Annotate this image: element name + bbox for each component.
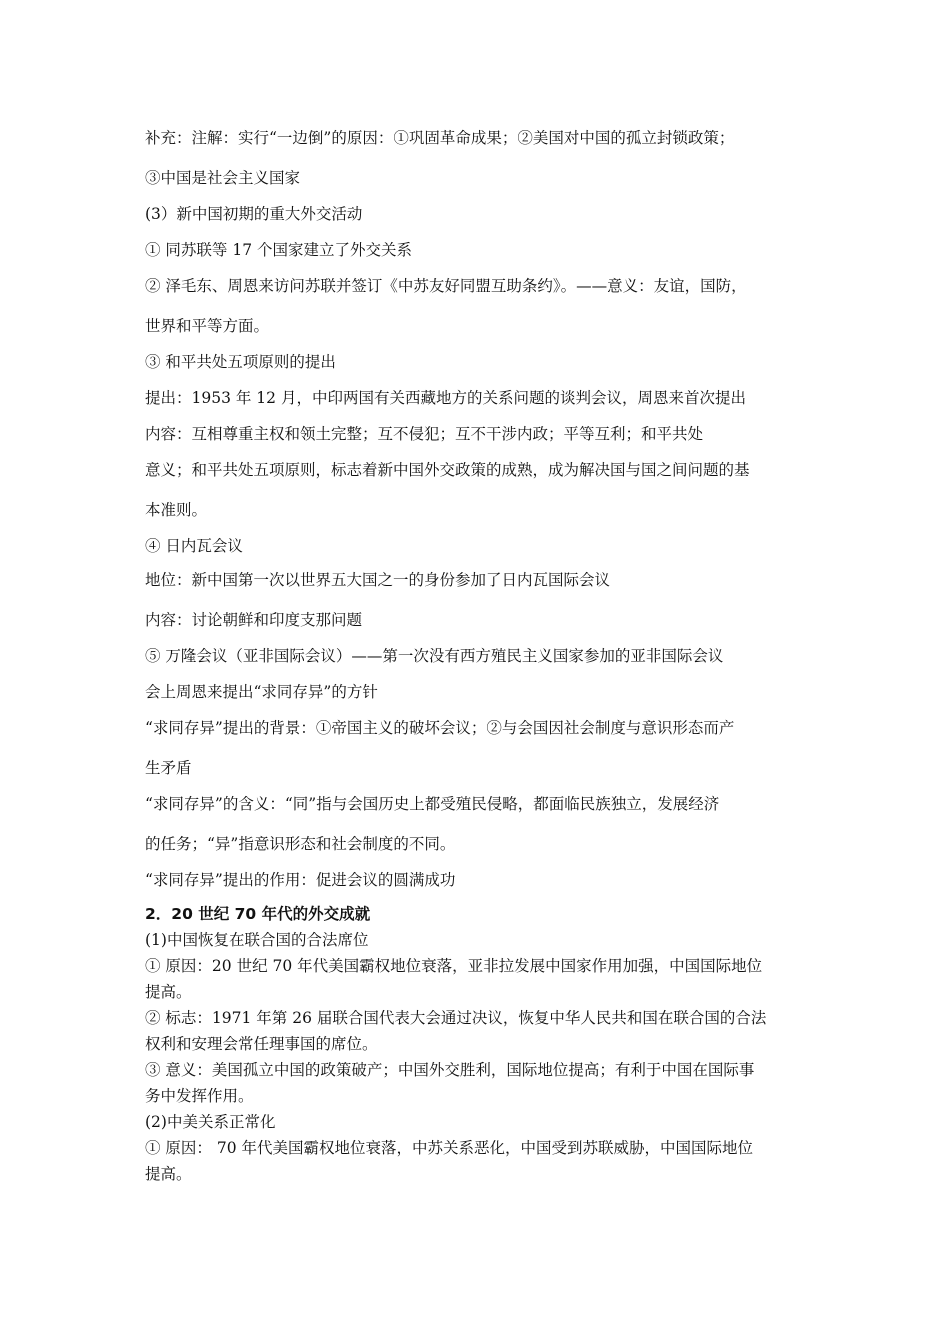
list-item-2-cont: 世界和平等方面。	[145, 317, 270, 335]
un-meaning: ③ 意义：美国孤立中国的政策破产；中国外交胜利，国际地位提高；有利于中国在国际事	[145, 1061, 755, 1079]
policy-background-cont: 生矛盾	[145, 759, 192, 777]
un-reason-cont: 提高。	[145, 983, 192, 1001]
un-sign-cont: 权利和安理会常任理事国的席位。	[145, 1035, 378, 1053]
un-reason: ① 原因：20 世纪 70 年代美国霸权地位衰落，亚非拉发展中国家作用加强，中国国际地位	[145, 957, 763, 975]
subsection-sino-us: (2)中美关系正常化	[145, 1113, 276, 1131]
policy-effect: “求同存异”提出的作用：促进会议的圆满成功	[145, 871, 456, 889]
note-line-reason-2: ③中国是社会主义国家	[145, 169, 301, 187]
subsection-un-seat: (1)中国恢复在联合国的合法席位	[145, 931, 369, 949]
policy-meaning: “求同存异”的含义：“同”指与会国历史上都受殖民侵略，都面临民族独立，发展经济	[145, 795, 720, 813]
list-item-5: ⑤ 万隆会议（亚非国际会议）——第一次没有西方殖民主义国家参加的亚非国际会议	[145, 647, 724, 665]
bandung-policy: 会上周恩来提出“求同存异”的方针	[145, 683, 378, 701]
list-item-3: ③ 和平共处五项原则的提出	[145, 353, 336, 371]
note-line-reason-1: 补充：注解：实行“一边倒”的原因：①巩固革命成果；②美国对中国的孤立封锁政策；	[145, 129, 735, 147]
geneva-content: 内容：讨论朝鲜和印度支那问题	[145, 611, 363, 629]
sino-us-reason-cont: 提高。	[145, 1165, 192, 1183]
sino-us-reason: ① 原因： 70 年代美国霸权地位衰落，中苏关系恶化，中国受到苏联威胁，中国国际地位	[145, 1139, 754, 1157]
list-item-2: ② 泽毛东、周恩来访问苏联并签订《中苏友好同盟互助条约》。——意义：友谊，国防，	[145, 277, 747, 295]
un-meaning-cont: 务中发挥作用。	[145, 1087, 254, 1105]
policy-background: “求同存异”提出的背景：①帝国主义的破坏会议；②与会国因社会制度与意识形态而产	[145, 719, 735, 737]
principles-content: 内容：互相尊重主权和领土完整；互不侵犯；互不干涉内政；平等互利；和平共处	[145, 425, 704, 443]
un-sign: ② 标志：1971 年第 26 届联合国代表大会通过决议，恢复中华人民共和国在联合国的合法	[145, 1009, 767, 1027]
principles-proposal: 提出：1953 年 12 月，中印两国有关西藏地方的关系问题的谈判会议，周恩来首次提出	[145, 389, 746, 407]
principles-meaning-cont: 本准则。	[145, 501, 208, 519]
list-item-4: ④ 日内瓦会议	[145, 537, 243, 555]
geneva-status: 地位：新中国第一次以世界五大国之一的身份参加了日内瓦国际会议	[145, 571, 611, 589]
policy-meaning-cont: 的任务；“异”指意识形态和社会制度的不同。	[145, 835, 456, 853]
section-heading-2: 2．20 世纪 70 年代的外交成就	[145, 905, 371, 923]
section-heading-3: (3）新中国初期的重大外交活动	[145, 205, 363, 223]
list-item-1: ① 同苏联等 17 个国家建立了外交关系	[145, 241, 413, 259]
principles-meaning: 意义；和平共处五项原则，标志着新中国外交政策的成熟，成为解决国与国之间问题的基	[145, 461, 750, 479]
